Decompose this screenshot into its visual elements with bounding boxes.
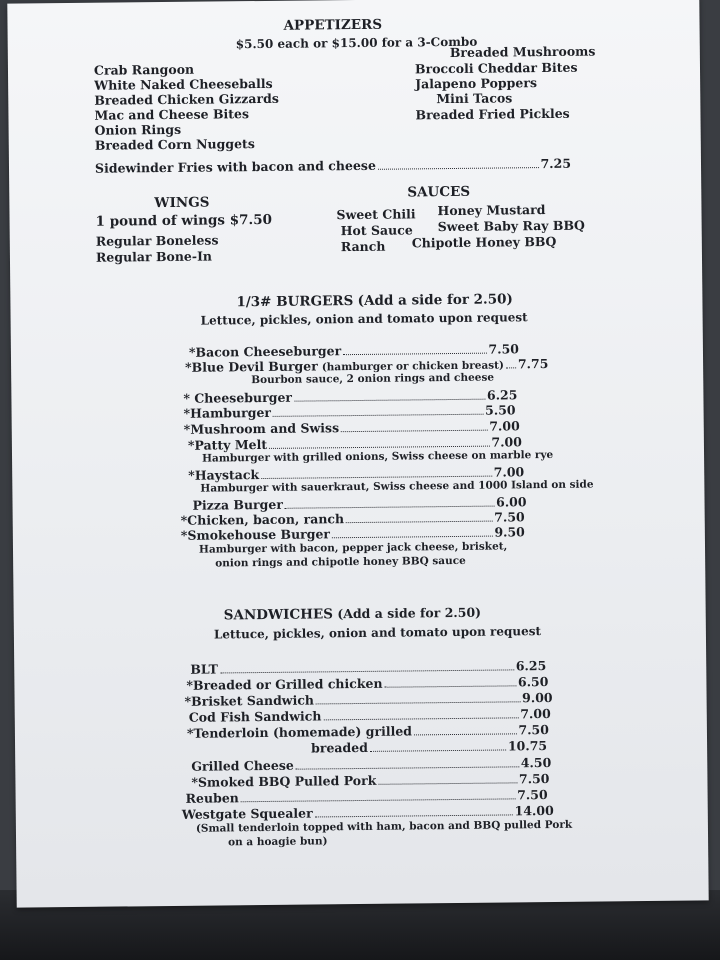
burger-description: Bourbon sauce, 2 onion rings and cheese — [251, 371, 495, 387]
dot-leader — [323, 717, 518, 720]
sauce-item: Hot Sauce — [340, 222, 413, 239]
dot-leader — [269, 446, 489, 449]
dot-leader — [294, 399, 485, 402]
burgers-subtitle: Lettuce, pickles, onion and tomato upon request — [200, 310, 528, 328]
burger-name: *Haystack — [188, 467, 260, 483]
dot-leader — [370, 749, 506, 751]
appetizer-item: Mac and Cheese Bites — [94, 106, 250, 123]
sandwich-price: 6.50 — [517, 674, 549, 690]
appetizer-item: Breaded Fried Pickles — [415, 105, 570, 123]
sandwich-price: 14.00 — [514, 802, 554, 819]
appetizer-item: White Naked Cheeseballs — [94, 75, 273, 93]
burgers-heading-line — [236, 292, 513, 310]
sandwich-description: on a hoagie bun) — [228, 835, 328, 849]
appetizer-item: Breaded Chicken Gizzards — [94, 90, 279, 108]
sandwich-name: *Breaded or Grilled chicken — [186, 675, 383, 693]
sandwich-name: Cod Fish Sandwich — [188, 708, 322, 725]
dot-leader — [315, 814, 513, 817]
sandwich-price: 6.25 — [515, 658, 547, 674]
burger-price: 5.50 — [485, 402, 516, 418]
appetizers-price: $5.50 each or $15.00 for a 3-Combo — [235, 34, 478, 52]
dot-leader — [296, 766, 519, 769]
sauce-item: Sweet Chili — [336, 206, 416, 223]
burger-name: *Bacon Cheeseburger — [188, 343, 342, 360]
burger-price: 9.50 — [494, 524, 525, 540]
sandwich-name: *Brisket Sandwich — [184, 692, 315, 709]
burger-name: *Hamburger — [183, 404, 272, 421]
burgers-heading: 1/3# BURGERS — [236, 293, 354, 311]
burger-price: 7.00 — [493, 464, 525, 480]
sandwich-price: 7.50 — [518, 771, 550, 787]
burger-price: 7.00 — [491, 434, 522, 450]
sandwich-price: 7.50 — [518, 722, 549, 738]
sandwich-name: BLT — [190, 661, 218, 677]
menu-page — [7, 0, 708, 908]
wings-deal: 1 pound of wings $7.50 — [95, 211, 273, 230]
dot-leader — [220, 669, 514, 673]
burger-name: *Mushroom and Swiss — [183, 420, 340, 437]
sandwich-description: (Small tenderloin topped with ham, bacon and BBQ pulled Pork — [195, 818, 573, 835]
dot-leader — [414, 733, 516, 735]
appetizer-item: Breaded Mushrooms — [449, 43, 596, 61]
burger-price: 7.50 — [488, 341, 520, 357]
sauces-heading: SAUCES — [407, 183, 471, 201]
burger-name: * Cheeseburger — [183, 389, 293, 406]
dot-leader — [506, 367, 516, 368]
sandwich-price: 10.75 — [507, 738, 548, 754]
fries-row — [95, 156, 571, 176]
appetizer-item: Mini Tacos — [436, 90, 513, 107]
sandwich-name: Reuben — [185, 790, 239, 806]
appetizer-item: Breaded Corn Nuggets — [94, 136, 255, 153]
burger-description: Hamburger with bacon, pepper jack cheese, brisket, — [198, 540, 508, 556]
burger-description: onion rings and chipotle honey BBQ sauce — [215, 554, 466, 570]
dot-leader — [346, 521, 492, 524]
sandwiches-heading-line — [224, 605, 481, 624]
sauce-item: Ranch — [340, 238, 386, 255]
burger-name: *Blue Devil Burger — [185, 358, 318, 375]
sandwich-price: 7.50 — [517, 787, 548, 803]
sauce-item: Chipotle Honey BBQ — [411, 233, 557, 251]
sandwich-price: 7.00 — [520, 705, 551, 722]
dot-leader — [285, 506, 494, 509]
sandwich-name: breaded — [311, 739, 368, 756]
sandwich-name: Grilled Cheese — [191, 757, 294, 774]
appetizer-item: Jalapeno Poppers — [415, 75, 538, 92]
sandwiches-subtitle: Lettuce, pickles, onion and tomato upon request — [213, 624, 542, 642]
burger-note: (hamburger or chicken breast) — [321, 359, 505, 374]
burger-price: 6.25 — [486, 387, 518, 403]
dot-leader — [332, 536, 492, 539]
appetizer-item: Crab Rangoon — [93, 61, 195, 78]
sauce-item: Sweet Baby Ray BBQ — [437, 217, 585, 235]
dot-leader — [261, 476, 492, 479]
wings-option: Regular Bone-In — [95, 248, 213, 265]
sauce-item: Honey Mustard — [437, 202, 546, 219]
burger-name: *Chicken, bacon, ranch — [180, 511, 345, 528]
sandwiches-heading: SANDWICHES — [223, 606, 334, 624]
burger-price: 6.00 — [496, 494, 527, 510]
dot-leader — [385, 685, 516, 687]
sandwich-name: Westgate Squealer — [181, 805, 313, 822]
appetizer-item: Onion Rings — [94, 121, 182, 138]
appetizers-heading: APPETIZERS — [283, 16, 383, 34]
sandwich-price: 9.00 — [522, 689, 553, 706]
sandwiches-side-note: (Add a side for 2.50) — [337, 604, 482, 622]
burger-name: *Smokehouse Burger — [180, 526, 331, 543]
wings-heading: WINGS — [154, 194, 210, 212]
dot-leader — [273, 414, 483, 417]
sandwich-name: *Smoked BBQ Pulled Pork — [191, 772, 377, 790]
sandwich-name: *Tenderloin (homemade) grilled — [186, 723, 413, 741]
wings-option: Regular Boneless — [95, 232, 219, 249]
burger-price: 7.00 — [489, 418, 520, 434]
burger-name: *Patty Melt — [187, 436, 268, 453]
dot-leader — [378, 782, 517, 784]
fries-price: 7.25 — [540, 155, 572, 172]
burger-price: 7.75 — [517, 356, 549, 372]
dot-leader — [341, 430, 487, 433]
sandwich-row — [311, 738, 547, 755]
dot-leader — [241, 798, 515, 802]
burgers-side-note: (Add a side for 2.50) — [357, 291, 513, 309]
fries-name: Sidewinder Fries with bacon and cheese — [94, 157, 376, 176]
sandwich-price: 4.50 — [520, 754, 552, 771]
burger-price: 7.50 — [494, 509, 525, 525]
dot-leader — [343, 353, 486, 356]
burger-description: Hamburger with sauerkraut, Swiss cheese and 1000 Island on side — [200, 478, 594, 495]
dot-leader — [378, 167, 539, 170]
burger-name: Pizza Burger — [192, 496, 283, 513]
dot-leader — [316, 701, 520, 704]
burger-description: Hamburger with grilled onions, Swiss cheese on marble rye — [201, 448, 554, 465]
appetizer-item: Broccoli Cheddar Bites — [414, 59, 578, 77]
